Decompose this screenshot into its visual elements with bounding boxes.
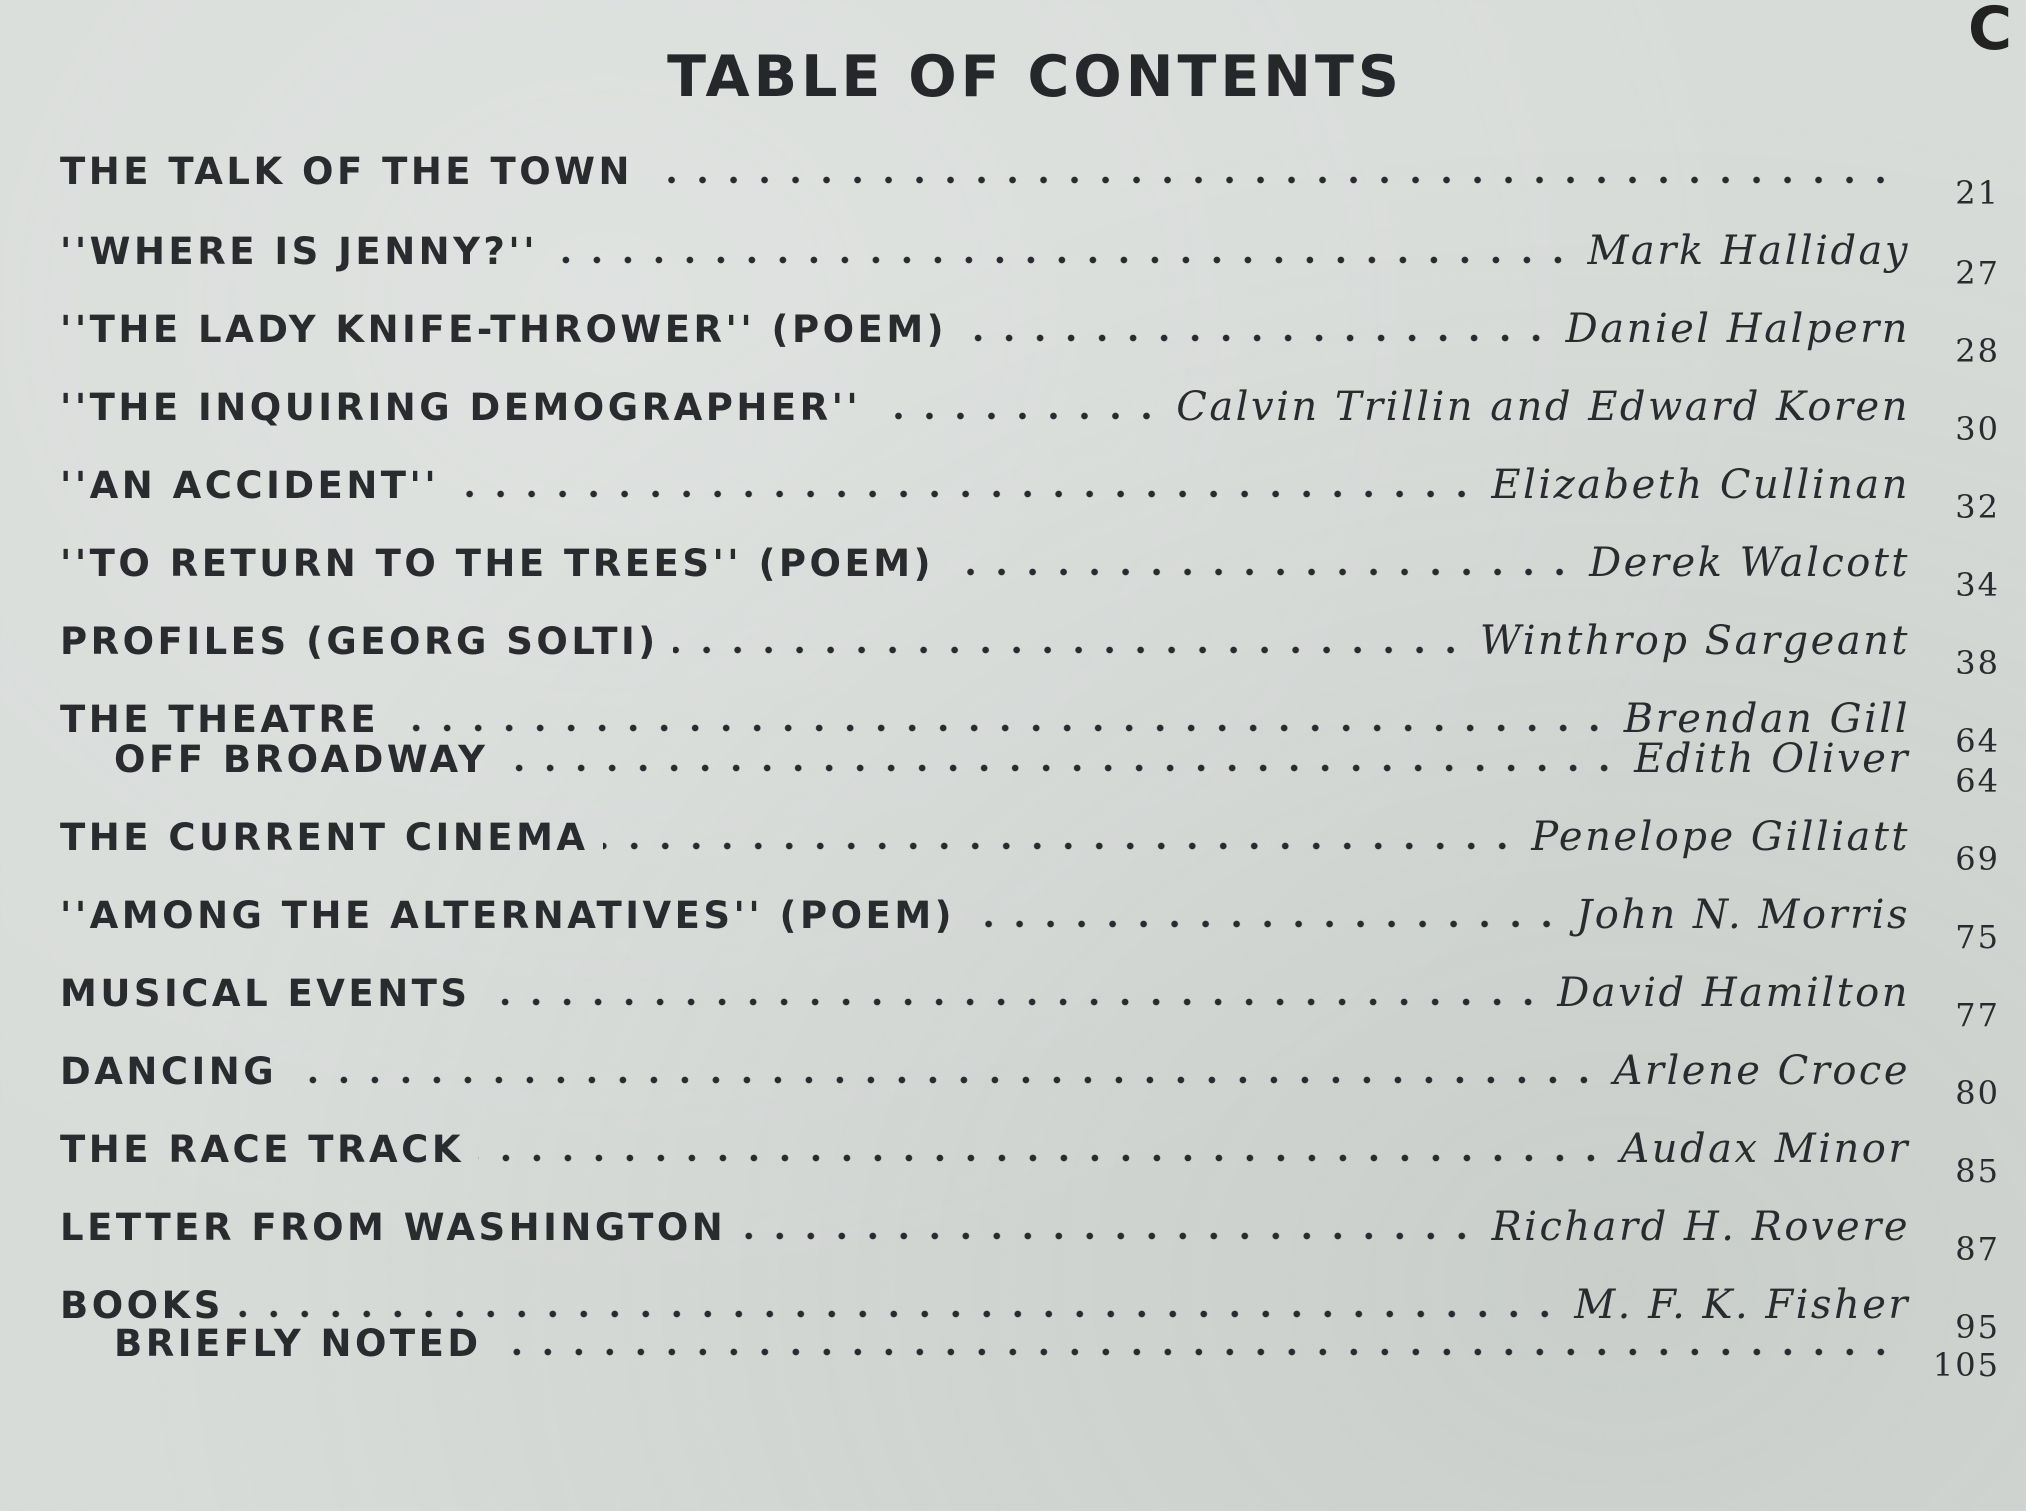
toc-entry[interactable] [60, 1126, 2000, 1204]
toc-sub-entry[interactable] [60, 736, 2000, 800]
entry-title: THE CURRENT CINEMA [60, 816, 589, 859]
toc-entry[interactable] [60, 150, 2000, 228]
page-title: TABLE OF CONTENTS [667, 44, 1403, 110]
dot-leader [291, 1076, 1599, 1084]
toc-entry[interactable] [60, 384, 2000, 462]
dot-leader [603, 842, 1518, 850]
dot-leader [961, 334, 1552, 342]
dot-leader [393, 724, 1610, 732]
dot-leader [496, 1348, 1896, 1356]
dot-leader [647, 176, 1896, 184]
entry-author: Elizabeth Cullinan [1491, 462, 1910, 508]
entry-page-number: 77 [1955, 996, 2000, 1034]
toc-entry[interactable] [60, 892, 2000, 970]
entry-page-number: 75 [1955, 918, 2000, 956]
entry-author: M. F. K. Fisher [1574, 1282, 1910, 1328]
entry-author: Calvin Trillin and Edward Koren [1176, 384, 1910, 430]
entry-author: Derek Walcott [1589, 540, 1910, 586]
entry-author: Mark Halliday [1587, 228, 1910, 274]
entry-page-number: 32 [1955, 488, 2000, 526]
dot-leader [552, 256, 1573, 264]
toc-entry[interactable] [60, 618, 2000, 696]
entry-author: Richard H. Rovere [1491, 1204, 1910, 1250]
entry-author: Edith Oliver [1634, 736, 1910, 782]
entry-title: ''AMONG THE ALTERNATIVES'' (POEM) [60, 894, 956, 937]
dot-leader [238, 1310, 1560, 1318]
toc-entry[interactable] [60, 462, 2000, 540]
entry-title: ''TO RETURN TO THE TREES'' (POEM) [60, 542, 934, 585]
dot-leader [453, 490, 1477, 498]
entry-page-number: 64 [1955, 722, 2000, 760]
entry-title: THE TALK OF THE TOWN [60, 150, 633, 193]
entry-title: THE THEATRE [60, 698, 380, 741]
entry-title: OFF BROADWAY [114, 738, 489, 781]
toc-entry[interactable] [60, 1204, 2000, 1282]
entry-page-number: 85 [1955, 1152, 2000, 1190]
entry-author: John N. Morris [1576, 892, 1910, 938]
entry-author: Penelope Gilliatt [1531, 814, 1910, 860]
entry-page-number: 30 [1955, 410, 2000, 448]
corner-mark: C [1967, 0, 2012, 64]
entry-title: BOOKS [60, 1284, 224, 1327]
entry-page-number: 95 [1955, 1308, 2000, 1346]
entry-page-number: 38 [1955, 644, 2000, 682]
toc-entry[interactable] [60, 970, 2000, 1048]
entry-title: ''WHERE IS JENNY?'' [60, 230, 539, 273]
entry-author: Arlene Croce [1613, 1048, 1910, 1094]
entry-page-number: 28 [1955, 332, 2000, 370]
entry-title: MUSICAL EVENTS [60, 972, 471, 1015]
entry-title: LETTER FROM WASHINGTON [60, 1206, 727, 1249]
entry-author: Brendan Gill [1623, 696, 1910, 742]
entry-author: Audax Minor [1620, 1126, 1910, 1172]
toc-entry[interactable] [60, 306, 2000, 384]
dot-leader [969, 920, 1562, 928]
dot-leader [875, 412, 1162, 420]
dot-leader [478, 1154, 1606, 1162]
dot-leader [502, 764, 1620, 772]
toc-entry[interactable] [60, 228, 2000, 306]
entry-author: Daniel Halpern [1565, 306, 1910, 352]
entry-page-number: 27 [1955, 254, 2000, 292]
entry-page-number: 69 [1955, 840, 2000, 878]
entry-title: BRIEFLY NOTED [114, 1322, 482, 1365]
entry-title: ''AN ACCIDENT'' [60, 464, 440, 507]
entry-page-number: 34 [1955, 566, 2000, 604]
toc-entry[interactable] [60, 540, 2000, 618]
toc-entry[interactable] [60, 1048, 2000, 1126]
dot-leader [673, 646, 1466, 654]
entry-author: Winthrop Sargeant [1479, 618, 1910, 664]
entry-page-number: 80 [1955, 1074, 2000, 1112]
toc-sub-entry[interactable] [60, 1322, 2000, 1384]
dot-leader [740, 1232, 1477, 1240]
entry-title: ''THE LADY KNIFE-THROWER'' (POEM) [60, 308, 948, 351]
entry-page-number: 105 [1932, 1346, 2000, 1384]
entry-page-number: 87 [1955, 1230, 2000, 1268]
entry-page-number: 21 [1955, 174, 2000, 212]
toc-entry[interactable] [60, 814, 2000, 892]
entry-title: ''THE INQUIRING DEMOGRAPHER'' [60, 386, 862, 429]
dot-leader [485, 998, 1544, 1006]
contents-list [60, 150, 2000, 1384]
entry-page-number: 64 [1955, 762, 2000, 800]
dot-leader [948, 568, 1575, 576]
entry-title: PROFILES (GEORG SOLTI) [60, 620, 659, 663]
entry-author: David Hamilton [1557, 970, 1910, 1016]
entry-title: DANCING [60, 1050, 278, 1093]
entry-title: THE RACE TRACK [60, 1128, 464, 1171]
